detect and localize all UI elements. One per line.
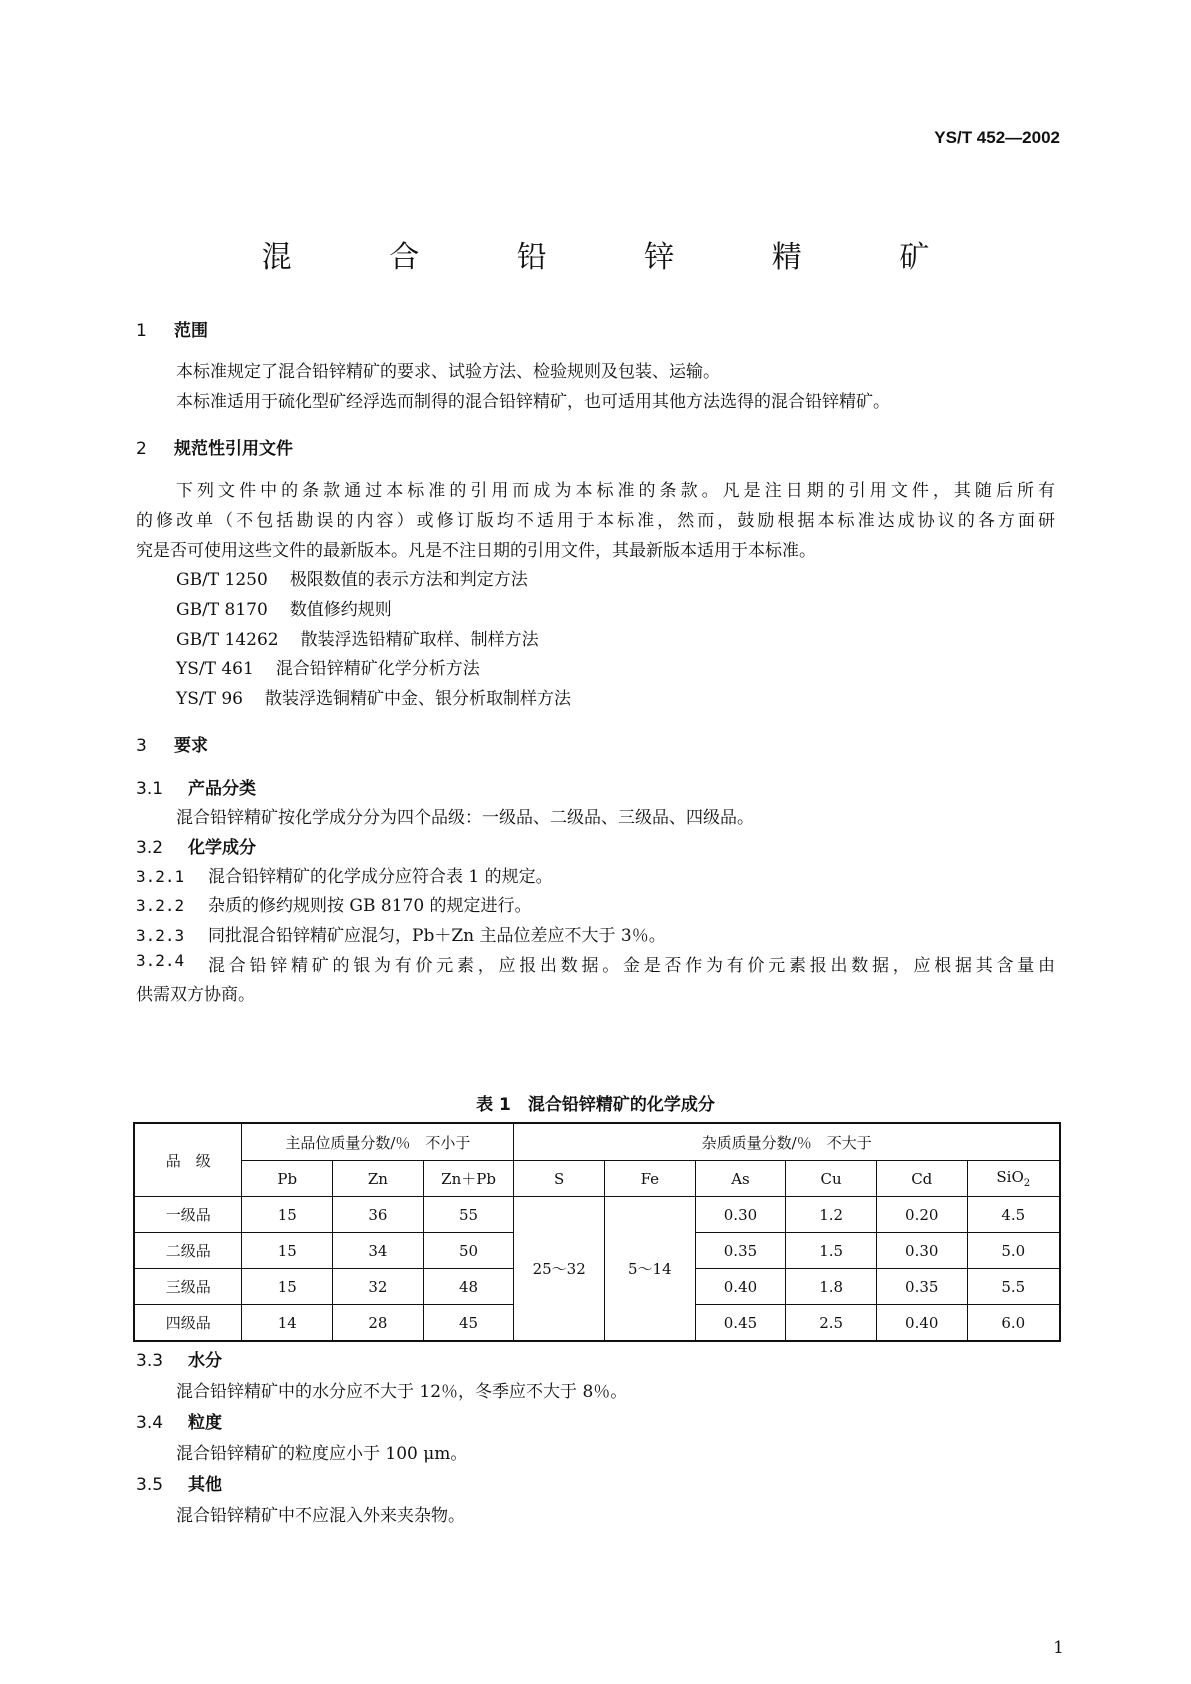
zn-cell: 34 xyxy=(333,1233,424,1269)
sio2-cell: 5.0 xyxy=(967,1233,1060,1269)
standard-code: YS/T 452—2002 xyxy=(934,128,1060,147)
fe-range-cell: 5～14 xyxy=(605,1197,696,1342)
section-number: 2 xyxy=(136,439,147,459)
cd-cell: 0.40 xyxy=(876,1305,967,1342)
section-number: 3.2 xyxy=(136,838,164,858)
reference-code: GB/T 1250 xyxy=(176,570,268,590)
cu-cell: 1.5 xyxy=(786,1233,877,1269)
paragraph: 本标准适用于硫化型矿经浮选而制得的混合铅锌精矿，也可适用其他方法选得的混合铅锌精矿。 xyxy=(176,392,890,412)
clause-number: 3.2.4 xyxy=(136,951,185,970)
column-header-cu: Cu xyxy=(786,1161,877,1197)
clause-continuation: 供需双方协商。 xyxy=(136,985,255,1005)
zn-cell: 36 xyxy=(333,1197,424,1233)
pb-cell: 14 xyxy=(242,1305,333,1342)
table-row xyxy=(134,1197,1060,1233)
section-title: 化学成分 xyxy=(188,838,256,858)
znpb-cell: 55 xyxy=(423,1197,514,1233)
reference-title: 散装浮选铅精矿取样、制样方法 xyxy=(300,630,539,650)
reference-title: 散装浮选铜精矿中金、银分析取制样方法 xyxy=(264,689,571,709)
grade-cell: 三级品 xyxy=(134,1269,242,1305)
as-cell: 0.40 xyxy=(695,1269,786,1305)
cu-cell: 2.5 xyxy=(786,1305,877,1342)
section-title: 水分 xyxy=(188,1351,222,1371)
clause-3-2-3 xyxy=(136,921,666,946)
pb-cell: 15 xyxy=(242,1269,333,1305)
section-number: 3.3 xyxy=(136,1351,164,1371)
grade-cell: 一级品 xyxy=(134,1197,242,1233)
section-3-heading xyxy=(136,731,208,756)
reference-title: 数值修约规则 xyxy=(289,600,392,620)
subsection-3-3-heading xyxy=(136,1346,222,1371)
zn-cell: 28 xyxy=(333,1305,424,1342)
table-header-row xyxy=(134,1161,1060,1197)
clause-text: 混合铅锌精矿的银为有价元素，应报出数据。金是否作为有价元素报出数据，应根据其含量由 xyxy=(208,956,1055,976)
page-number: 1 xyxy=(1053,1638,1064,1658)
section-number: 1 xyxy=(136,321,147,341)
main-content-group-header: 主品位质量分数/％ 不小于 xyxy=(242,1123,514,1161)
section-2-heading xyxy=(136,434,293,459)
section-title: 要求 xyxy=(174,736,208,756)
subsection-3-4-heading xyxy=(136,1408,222,1433)
reference-item xyxy=(176,625,539,650)
reference-item xyxy=(176,565,528,590)
section-title: 范围 xyxy=(174,321,208,341)
column-header-fe: Fe xyxy=(605,1161,696,1197)
clause-text: 同批混合铅锌精矿应混匀，Pb＋Zn 主品位差应不大于 3％。 xyxy=(208,926,666,946)
impurity-group-header: 杂质质量分数/％ 不大于 xyxy=(514,1123,1060,1161)
subsection-3-1-heading xyxy=(136,774,256,799)
document-title: 混 合 铅 锌 精 矿 xyxy=(261,240,974,275)
pb-cell: 15 xyxy=(242,1233,333,1269)
paragraph: 本标准规定了混合铅锌精矿的要求、试验方法、检验规则及包装、运输。 xyxy=(176,362,720,382)
section-1-heading xyxy=(136,316,208,341)
section-title: 规范性引用文件 xyxy=(174,439,293,459)
sio2-base: SiO xyxy=(996,1168,1024,1186)
as-cell: 0.30 xyxy=(695,1197,786,1233)
reference-code: GB/T 8170 xyxy=(176,600,268,620)
cd-cell: 0.30 xyxy=(876,1233,967,1269)
pb-cell: 15 xyxy=(242,1197,333,1233)
column-header-pb: Pb xyxy=(242,1161,333,1197)
zn-cell: 32 xyxy=(333,1269,424,1305)
sio2-subscript: 2 xyxy=(1023,1178,1031,1189)
reference-code: YS/T 461 xyxy=(176,659,254,679)
clause-text: 杂质的修约规则按 GB 8170 的规定进行。 xyxy=(208,896,532,916)
section-title: 其他 xyxy=(188,1475,222,1495)
paragraph: 混合铅锌精矿按化学成分分为四个品级：一级品、二级品、三级品、四级品。 xyxy=(176,808,754,828)
subsection-3-2-heading xyxy=(136,833,256,858)
znpb-cell: 48 xyxy=(423,1269,514,1305)
section-number: 3.4 xyxy=(136,1413,164,1433)
znpb-cell: 45 xyxy=(423,1305,514,1342)
column-header-s: S xyxy=(514,1161,605,1197)
as-cell: 0.45 xyxy=(695,1305,786,1342)
column-header-as: As xyxy=(695,1161,786,1197)
paragraph: 混合铅锌精矿中不应混入外来夹杂物。 xyxy=(176,1506,465,1526)
clause-3-2-1 xyxy=(136,862,553,887)
paragraph: 混合铅锌精矿的粒度应小于 100 μm。 xyxy=(176,1444,468,1464)
section-title: 产品分类 xyxy=(188,779,256,799)
sio2-cell: 4.5 xyxy=(967,1197,1060,1233)
clause-number: 3.2.3 xyxy=(136,926,185,945)
s-range-cell: 25～32 xyxy=(514,1197,605,1342)
subsection-3-5-heading xyxy=(136,1470,222,1495)
clause-3-2-2 xyxy=(136,891,532,916)
paragraph-line: 的修改单（不包括勘误的内容）或修订版均不适用于本标准，然而，鼓励根据本标准达成协议的各方面研 xyxy=(136,511,1055,531)
sio2-cell: 5.5 xyxy=(967,1269,1060,1305)
reference-title: 混合铅锌精矿化学分析方法 xyxy=(275,659,480,679)
cd-cell: 0.35 xyxy=(876,1269,967,1305)
paragraph-line: 下列文件中的条款通过本标准的引用而成为本标准的条款。凡是注日期的引用文件，其随后所有 xyxy=(176,481,1055,501)
reference-code: GB/T 14262 xyxy=(176,630,279,650)
section-title: 粒度 xyxy=(188,1413,222,1433)
paragraph: 混合铅锌精矿中的水分应不大于 12％，冬季应不大于 8％。 xyxy=(176,1382,628,1402)
clause-number: 3.2.2 xyxy=(136,896,185,915)
reference-item xyxy=(176,684,571,709)
clause-number: 3.2.1 xyxy=(136,867,185,886)
cd-cell: 0.20 xyxy=(876,1197,967,1233)
column-header-zn: Zn xyxy=(333,1161,424,1197)
grade-cell: 二级品 xyxy=(134,1233,242,1269)
section-number: 3.5 xyxy=(136,1475,164,1495)
grade-header: 品 级 xyxy=(134,1123,242,1197)
chemical-composition-table xyxy=(133,1122,1061,1342)
clause-3-2-4 xyxy=(136,951,1055,976)
reference-code: YS/T 96 xyxy=(176,689,243,709)
clause-text: 混合铅锌精矿的化学成分应符合表 1 的规定。 xyxy=(208,867,553,887)
section-number: 3 xyxy=(136,736,147,756)
reference-item xyxy=(176,654,480,679)
column-header-znpb: Zn＋Pb xyxy=(423,1161,514,1197)
sio2-cell: 6.0 xyxy=(967,1305,1060,1342)
table-caption: 表 1 混合铅锌精矿的化学成分 xyxy=(476,1095,715,1115)
table-header-row xyxy=(134,1123,1060,1161)
znpb-cell: 50 xyxy=(423,1233,514,1269)
cu-cell: 1.2 xyxy=(786,1197,877,1233)
column-header-cd: Cd xyxy=(876,1161,967,1197)
cu-cell: 1.8 xyxy=(786,1269,877,1305)
paragraph-line: 究是否可使用这些文件的最新版本。凡是不注日期的引用文件，其最新版本适用于本标准。 xyxy=(136,541,816,561)
reference-title: 极限数值的表示方法和判定方法 xyxy=(289,570,528,590)
as-cell: 0.35 xyxy=(695,1233,786,1269)
grade-cell: 四级品 xyxy=(134,1305,242,1342)
section-number: 3.1 xyxy=(136,779,164,799)
reference-item xyxy=(176,595,392,620)
column-header-sio2 xyxy=(967,1161,1060,1197)
